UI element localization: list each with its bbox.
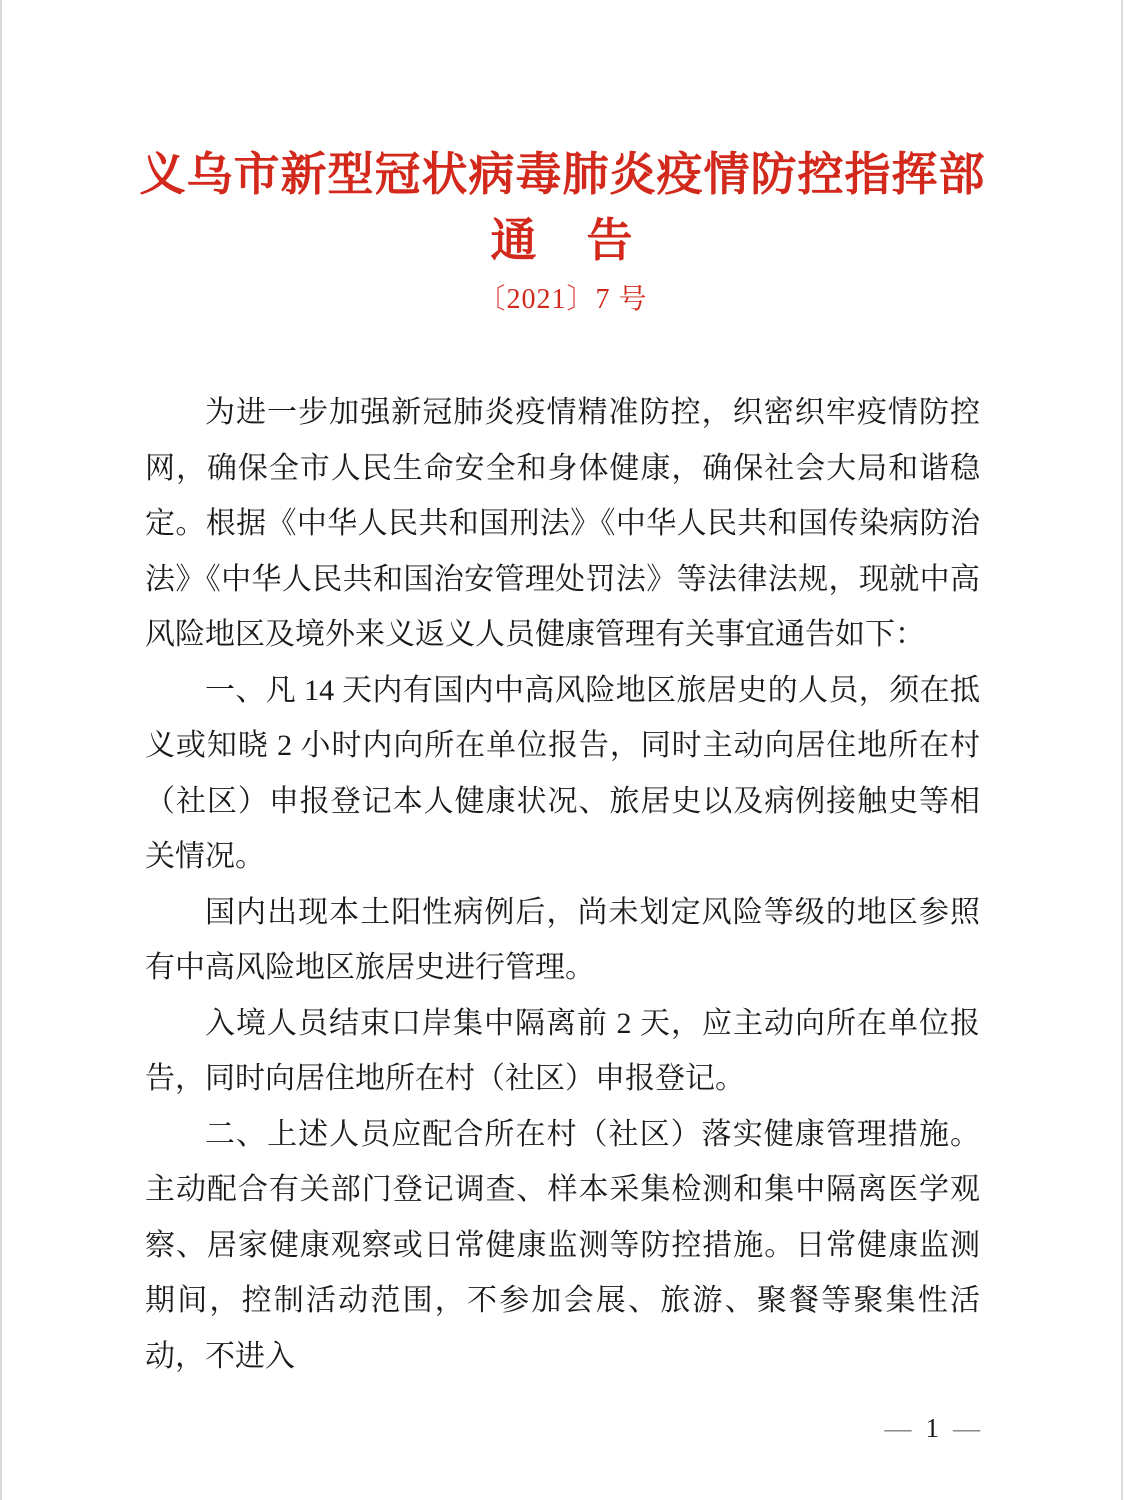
page-number-value: 1 <box>925 1413 939 1443</box>
body-paragraph-item1: 一、凡 14 天内有国内中高风险地区旅居史的人员，须在抵义或知晓 2 小时内向所在单位报告，同时主动向居住地所在村（社区）申报登记本人健康状况、旅居史以及病例接触史等相关情况。 <box>145 673 980 873</box>
document-title: 义乌市新型冠状病毒肺炎疫情防控指挥部 <box>139 149 986 200</box>
document-number: 〔2021〕7 号 <box>477 284 648 315</box>
body-paragraph-intro: 为进一步加强新冠肺炎疫情精准防控，织密织牢疫情防控网，确保全市人民生命安全和身体健康，确保社会大局和谐稳定。根据《中华人民共和国刑法》《中华人民共和国传染病防治法》《中华人民共和国治安管理处罚法》等法律法规，现就中高风险地区及境外来义返义人员健康管理有关事宜通告如下： <box>145 396 980 651</box>
body-paragraph-item1-sub1: 国内出现本土阳性病例后，尚未划定风险等级的地区参照有中高风险地区旅居史进行管理。 <box>145 895 980 984</box>
body-paragraph-item1-sub2: 入境人员结束口岸集中隔离前 2 天，应主动向所在单位报告，同时向居住地所在村（社区）申报登记。 <box>145 1006 980 1095</box>
document-subtitle-notice: 通 告 <box>490 215 635 266</box>
page-number <box>885 1412 981 1444</box>
body-paragraph-item2: 二、上述人员应配合所在村（社区）落实健康管理措施。主动配合有关部门登记调查、样本采集检测和集中隔离医学观察、居家健康观察或日常健康监测等防控措施。日常健康监测期间，控制活动范围，不参加会展、旅游、聚餐等聚集性活动，不进入 <box>145 1117 980 1373</box>
document-body <box>145 385 980 1384</box>
page-number-dash-left: — <box>884 1413 912 1443</box>
page-number-dash-right: — <box>953 1413 980 1443</box>
